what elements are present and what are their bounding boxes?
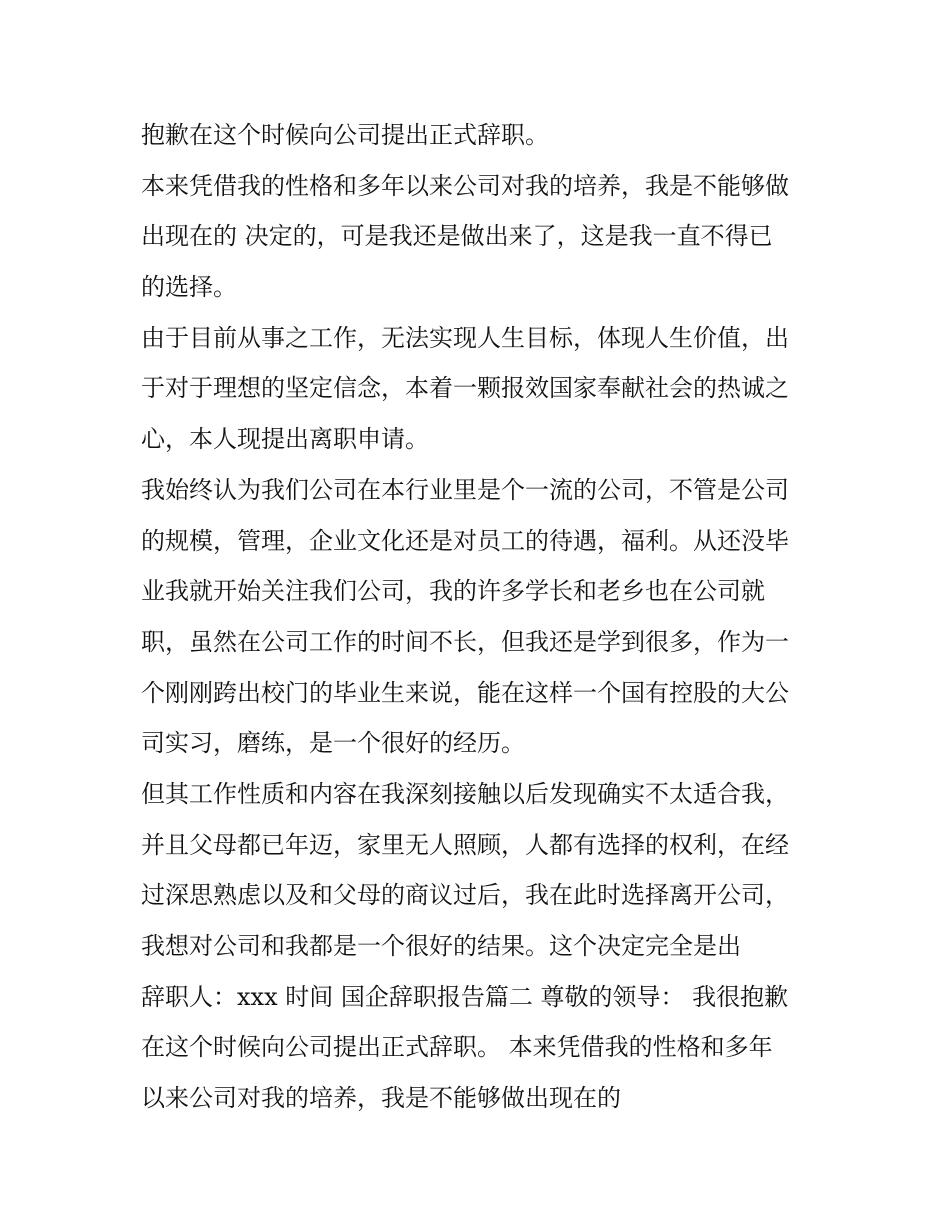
text-line: 职，虽然在公司工作的时间不长，但我还是学到很多，作为一 bbox=[141, 627, 789, 656]
text-line: 出现在的 决定的，可是我还是做出来了，这是我一直不得已 bbox=[141, 222, 773, 251]
text-line: 我想对公司和我都是一个很好的结果。这个决定完全是出 bbox=[141, 932, 741, 960]
text-line: 本来凭借我的性格和多年以来公司对我的培养，我是不能够做 bbox=[141, 171, 789, 200]
text-line: 于对于理想的坚定信念，本着一颗报效国家奉献社会的热诚之 bbox=[141, 374, 789, 403]
text-line: 抱歉在这个时候向公司提出正式辞职。 bbox=[141, 121, 549, 149]
document-body bbox=[141, 110, 821, 1124]
text-line: 个刚刚跨出校门的毕业生来说，能在这样一个国有控股的大公 bbox=[141, 678, 789, 707]
text-line: 在这个时候向公司提出正式辞职。 本来凭借我的性格和多年 bbox=[141, 1033, 773, 1062]
text-line: 心，本人现提出离职申请。 bbox=[141, 425, 429, 454]
text-line: 过深思熟虑以及和父母的商议过后，我在此时选择离开公司， bbox=[141, 881, 789, 910]
text-line: 业我就开始关注我们公司，我的许多学长和老乡也在公司就 bbox=[141, 577, 765, 606]
text-line: 并且父母都已年迈，家里无人照顾，人都有选择的权利，在经 bbox=[141, 830, 789, 859]
text-line: 辞职人：xxx 时间 国企辞职报告篇二 尊敬的领导： 我很抱歉 bbox=[141, 982, 789, 1011]
text-line: 的选择。 bbox=[141, 273, 237, 302]
text-line: 司实习，磨练，是一个很好的经历。 bbox=[141, 729, 525, 758]
text-line: 由于目前从事之工作，无法实现人生目标，体现人生价值，出 bbox=[141, 323, 789, 352]
text-line: 以来公司对我的培养，我是不能够做出现在的 bbox=[141, 1084, 621, 1113]
text-line: 我始终认为我们公司在本行业里是个一流的公司，不管是公司 bbox=[141, 475, 789, 504]
text-line: 的规模，管理，企业文化还是对员工的待遇，福利。从还没毕 bbox=[141, 526, 789, 555]
text-line: 但其工作性质和内容在我深刻接触以后发现确实不太适合我， bbox=[141, 779, 789, 808]
